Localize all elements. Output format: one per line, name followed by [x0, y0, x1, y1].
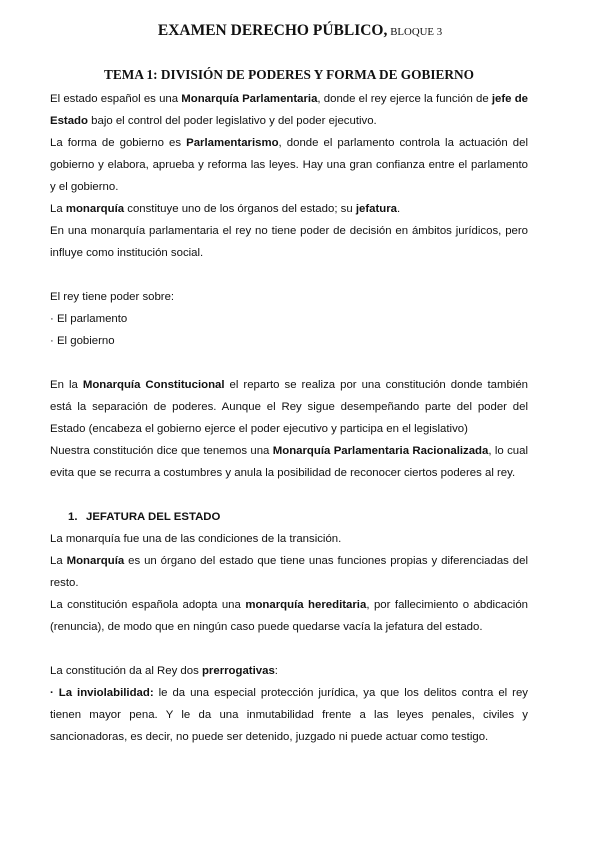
list-item: · El gobierno: [50, 335, 115, 347]
section-number: 1.: [68, 511, 78, 523]
paragraph: Nuestra constitución dice que tenemos una Monarquía Parlamentaria Racionalizada, lo cual evita que se recurra a costumbres y anula la posibilidad de reconocer ciertos poderes al rey.: [50, 445, 528, 479]
spacer: [50, 484, 528, 506]
exam-block: BLOQUE 3: [390, 26, 443, 38]
paragraph: La forma de gobierno es Parlamentarismo, donde el parlamento controla la actuación del gobierno y elabora, aprueba y reforma las leyes. Hay una gran confianza entre el parlamento y el gobierno.: [50, 137, 528, 193]
paragraph: · La inviolabilidad: le da una especial protección jurídica, ya que los delitos contra el rey tienen mayor pena. Y le da una inmutabilidad frente a las leyes penales, civiles y sancionadoras, es decir, no puede ser detenido, juzgado ni puede actuar como testigo.: [50, 687, 528, 743]
paragraph: La monarquía constituye uno de los órganos del estado; su jefatura.: [50, 203, 401, 215]
paragraph: En la Monarquía Constitucional el reparto se realiza por una constitución donde también está la separación de poderes. Aunque el Rey sigue desempeñando parte del poder del Estado (encabeza el gobierno ejerce el poder ejecutivo y participa en el legislativo): [50, 379, 528, 435]
section-title: JEFATURA DEL ESTADO: [86, 511, 221, 523]
topic-title: TEMA 1: DIVISIÓN DE PODERES Y FORMA DE GOBIERNO: [104, 67, 474, 82]
paragraph: El estado español es una Monarquía Parlamentaria, donde el rey ejerce la función de jefe de Estado bajo el control del poder legislativo y del poder ejecutivo.: [50, 93, 528, 127]
spacer: [50, 264, 528, 286]
exam-header: [0, 22, 600, 40]
paragraph: La monarquía fue una de las condiciones de la transición.: [50, 533, 342, 545]
spacer: [50, 352, 528, 374]
paragraph: La Monarquía es un órgano del estado que tiene unas funciones propias y diferenciadas del resto.: [50, 555, 528, 589]
exam-title: EXAMEN DERECHO PÚBLICO,: [157, 22, 388, 39]
spacer: [50, 638, 528, 660]
paragraph: En una monarquía parlamentaria el rey no tiene poder de decisión en ámbitos jurídicos, pero influye como institución social.: [50, 225, 528, 259]
section-heading: [50, 506, 528, 528]
document-body: [50, 88, 528, 748]
paragraph: El rey tiene poder sobre:: [50, 291, 175, 303]
paragraph: La constitución da al Rey dos prerrogativas:: [50, 665, 278, 677]
paragraph: La constitución española adopta una monarquía hereditaria, por fallecimiento o abdicación (renuncia), de modo que en ningún caso puede quedarse vacía la jefatura del estado.: [50, 599, 528, 633]
list-item: · El parlamento: [50, 313, 128, 325]
